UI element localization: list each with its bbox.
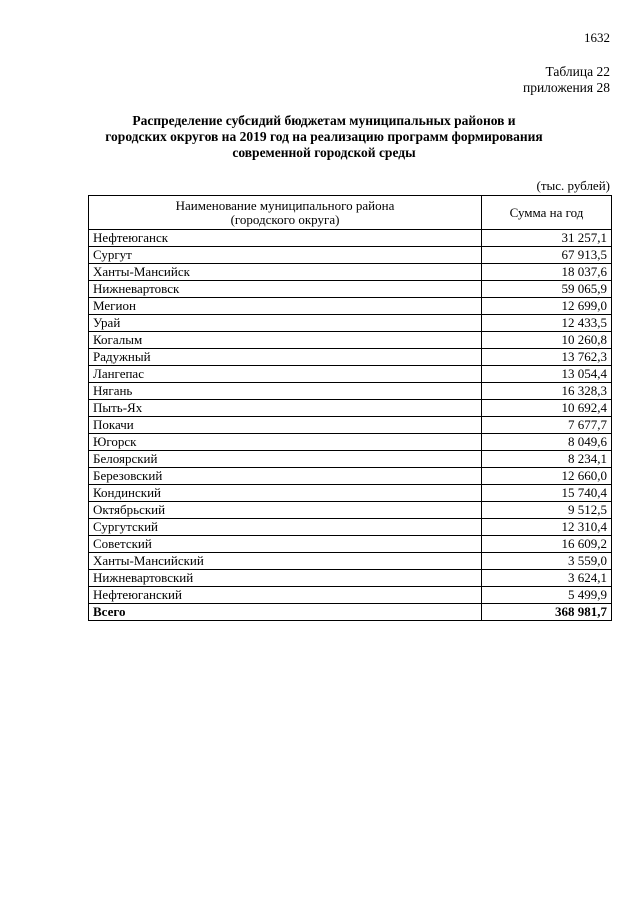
- municipality-name-cell: Лангепас: [89, 366, 482, 383]
- table-row: [89, 230, 612, 247]
- municipality-name-cell: Сургутский: [89, 519, 482, 536]
- table-row: [89, 553, 612, 570]
- annual-sum-cell: 7 677,7: [482, 417, 612, 434]
- municipality-name-cell: Нижневартовский: [89, 570, 482, 587]
- municipality-name-cell: Когалым: [89, 332, 482, 349]
- municipality-name-cell: Березовский: [89, 468, 482, 485]
- table-row: [89, 417, 612, 434]
- annual-sum-cell: 12 660,0: [482, 468, 612, 485]
- annual-sum-cell: 12 433,5: [482, 315, 612, 332]
- municipality-name-cell: Нефтеюганск: [89, 230, 482, 247]
- annual-sum-cell: 15 740,4: [482, 485, 612, 502]
- table-reference: [523, 64, 610, 96]
- annual-sum-cell: 9 512,5: [482, 502, 612, 519]
- table-row: [89, 502, 612, 519]
- municipality-name-cell: Белоярский: [89, 451, 482, 468]
- table-reference-line1: Таблица 22: [545, 64, 610, 79]
- table-header-row: [89, 196, 612, 230]
- annual-sum-cell: 12 699,0: [482, 298, 612, 315]
- annual-sum-cell: 67 913,5: [482, 247, 612, 264]
- table-row: [89, 315, 612, 332]
- column-header-name-line2: (городского округа): [230, 211, 340, 227]
- annual-sum-cell: 12 310,4: [482, 519, 612, 536]
- table-reference-line2: приложения 28: [522, 80, 610, 95]
- document-title: Распределение субсидий бюджетам муниципальных районов и городских округов на 2019 год на реализацию программ формирования современной городской среды: [105, 113, 543, 160]
- table-row: [89, 434, 612, 451]
- table-row: [89, 485, 612, 502]
- subsidy-table: [88, 195, 612, 621]
- table-row: [89, 536, 612, 553]
- table-body: [89, 230, 612, 621]
- municipality-name-cell: Урай: [89, 315, 482, 332]
- total-sum-cell: 368 981,7: [482, 604, 612, 621]
- municipality-name-cell: Ханты-Мансийск: [89, 264, 482, 281]
- units-label: (тыс. рублей): [536, 178, 610, 193]
- table-row: [89, 383, 612, 400]
- municipality-name-cell: Пыть-Ях: [89, 400, 482, 417]
- municipality-name-cell: Кондинский: [89, 485, 482, 502]
- annual-sum-cell: 8 049,6: [482, 434, 612, 451]
- annual-sum-cell: 5 499,9: [482, 587, 612, 604]
- municipality-name-cell: Ханты-Мансийский: [89, 553, 482, 570]
- table-row: [89, 587, 612, 604]
- annual-sum-cell: 10 260,8: [482, 332, 612, 349]
- annual-sum-cell: 3 559,0: [482, 553, 612, 570]
- municipality-name-cell: Октябрьский: [89, 502, 482, 519]
- table-row: [89, 468, 612, 485]
- municipality-name-cell: Покачи: [89, 417, 482, 434]
- column-header-name-line1: Наименование муниципального района: [175, 197, 395, 213]
- table-row: [89, 298, 612, 315]
- table-row: [89, 264, 612, 281]
- page-number: 1632: [584, 30, 610, 45]
- table-total-row: [89, 604, 612, 621]
- table-row: [89, 349, 612, 366]
- municipality-name-cell: Нягань: [89, 383, 482, 400]
- annual-sum-cell: 16 328,3: [482, 383, 612, 400]
- annual-sum-cell: 59 065,9: [482, 281, 612, 298]
- table-row: [89, 451, 612, 468]
- column-header-sum: Сумма на год: [482, 196, 612, 230]
- table-row: [89, 247, 612, 264]
- annual-sum-cell: 16 609,2: [482, 536, 612, 553]
- table-row: [89, 400, 612, 417]
- column-header-name: [89, 196, 482, 230]
- table-row: [89, 519, 612, 536]
- annual-sum-cell: 18 037,6: [482, 264, 612, 281]
- annual-sum-cell: 8 234,1: [482, 451, 612, 468]
- municipality-name-cell: Сургут: [89, 247, 482, 264]
- municipality-name-cell: Нефтеюганский: [89, 587, 482, 604]
- table-row: [89, 570, 612, 587]
- annual-sum-cell: 3 624,1: [482, 570, 612, 587]
- municipality-name-cell: Югорск: [89, 434, 482, 451]
- annual-sum-cell: 13 054,4: [482, 366, 612, 383]
- municipality-name-cell: Советский: [89, 536, 482, 553]
- municipality-name-cell: Радужный: [89, 349, 482, 366]
- municipality-name-cell: Мегион: [89, 298, 482, 315]
- total-label-cell: Всего: [89, 604, 482, 621]
- municipality-name-cell: Нижневартовск: [89, 281, 482, 298]
- table-row: [89, 366, 612, 383]
- annual-sum-cell: 10 692,4: [482, 400, 612, 417]
- annual-sum-cell: 31 257,1: [482, 230, 612, 247]
- table-row: [89, 281, 612, 298]
- table-row: [89, 332, 612, 349]
- annual-sum-cell: 13 762,3: [482, 349, 612, 366]
